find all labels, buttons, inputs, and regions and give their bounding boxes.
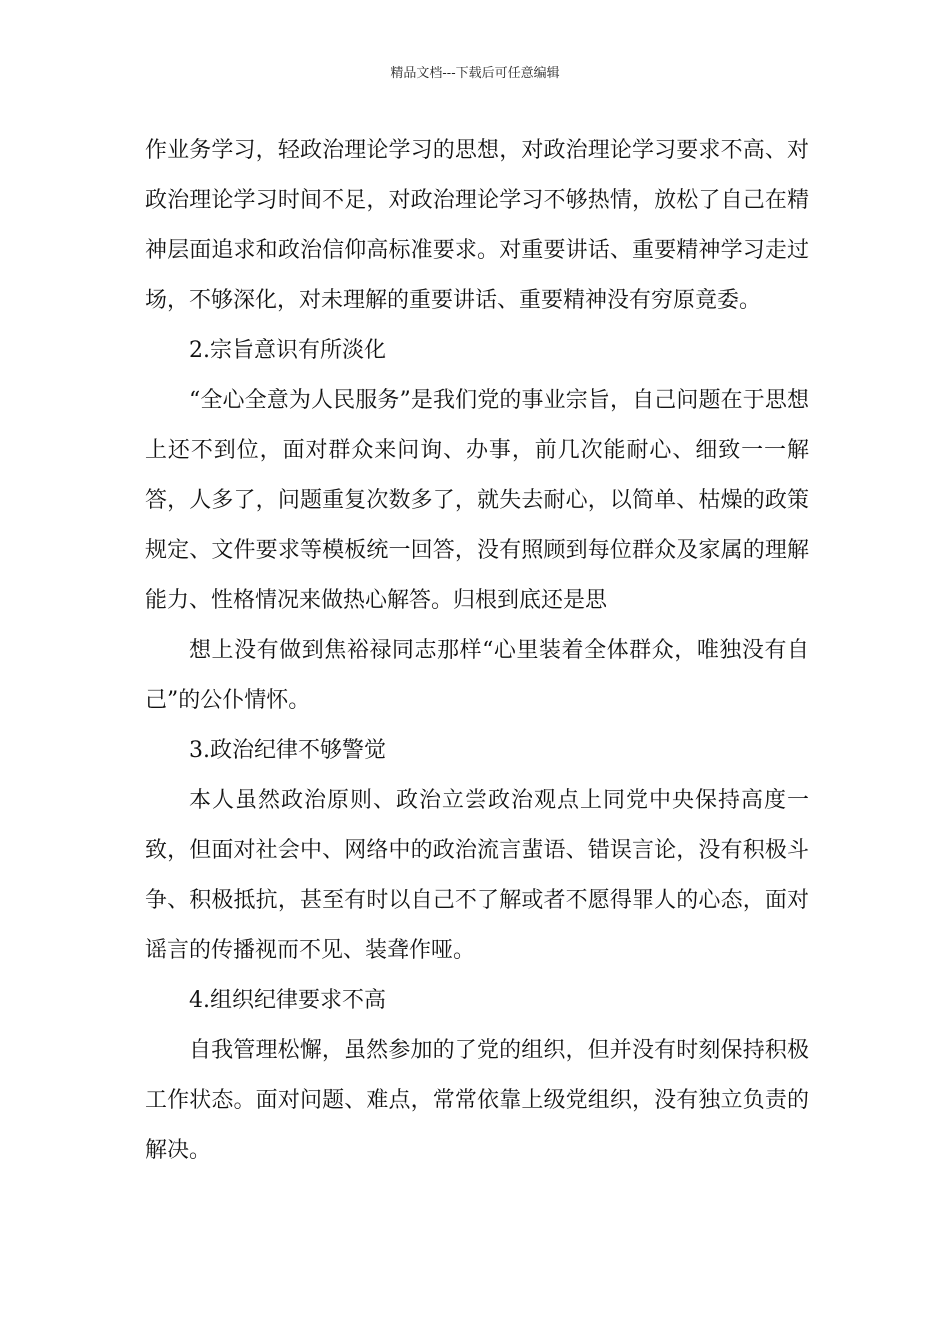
paragraph-body: 想上没有做到焦裕禄同志那样“心里装着全体群众，唯独没有自己”的公仆情怀。	[145, 638, 809, 713]
section-heading-3: 3.政治纪律不够警觉	[189, 738, 386, 763]
section-heading-4: 4.组织纪律要求不高	[189, 988, 386, 1013]
page-header: 精品文档---下载后可任意编辑	[390, 66, 560, 81]
document-body	[145, 126, 809, 1176]
paragraph-continuation: 作业务学习，轻政治理论学习的思想，对政治理论学习要求不高、对政治理论学习时间不足，对政治理论学习不够热情，放松了自己在精神层面追求和政治信仰高标准要求。对重要讲话、重要精神学习走过场，不够深化，对未理解的重要讲话、重要精神没有穷原竟委。	[145, 138, 809, 313]
paragraph-body: “全心全意为人民服务”是我们党的事业宗旨，自己问题在于思想上还不到位，面对群众来问询、办事，前几次能耐心、细致一一解答，人多了，问题重复次数多了，就失去耐心，以简单、枯燥的政策规定、文件要求等模板统一回答，没有照顾到每位群众及家属的理解能力、性格情况来做热心解答。归根到底还是思	[145, 388, 809, 613]
paragraph-body: 本人虽然政治原则、政治立尝政治观点上同党中央保持高度一致，但面对社会中、网络中的政治流言蜚语、错误言论，没有积极斗争、积极抵抗，甚至有时以自己不了解或者不愿得罪人的心态，面对谣言的传播视而不见、装聋作哑。	[145, 788, 809, 963]
paragraph-body: 自我管理松懈，虽然参加的了党的组织，但并没有时刻保持积极工作状态。面对问题、难点，常常依靠上级党组织，没有独立负责的解决。	[145, 1038, 809, 1163]
section-heading-2: 2.宗旨意识有所淡化	[189, 338, 386, 363]
